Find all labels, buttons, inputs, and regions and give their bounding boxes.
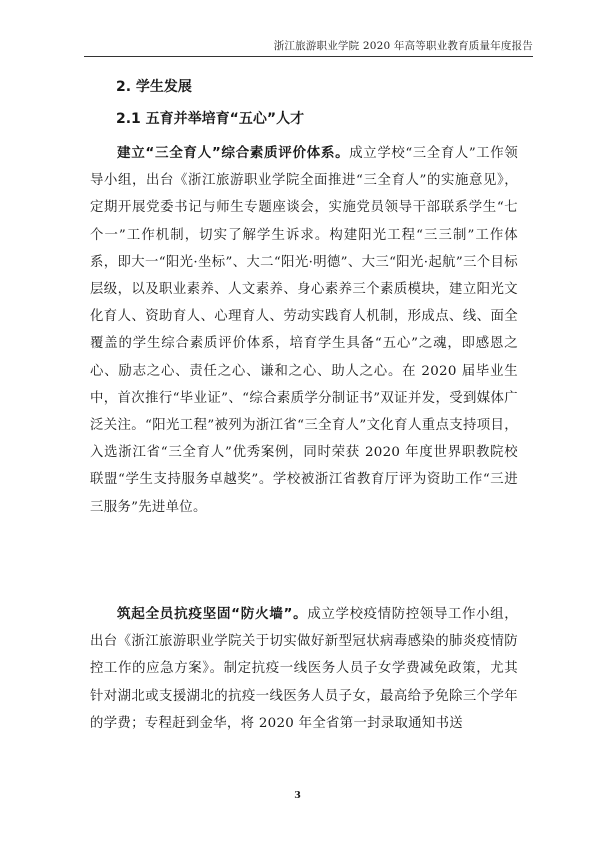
section-subheading: 2.1 五育并举培育“五心”人才 bbox=[116, 111, 305, 127]
header-divider bbox=[84, 56, 533, 57]
page-number: 3 bbox=[294, 790, 301, 801]
paragraph-body: 成立学校“三全育人”工作领导小组，出台《浙江旅游职业学院全面推进“三全育人”的实施意见》，定期开展党委书记与师生专题座谈会，实施党员领导干部联系学生“七个一”工作机制，切实了解学生诉求。构建阳光工程“三三制”工作体系，即大一“阳光·坐标”、大二“阳光·明德”、大三“阳光·起航”三个目标层级，以及职业素养、人文素养、身心素养三个素质模块，建立阳光文化育人、资助育人、心理育人、劳动实践育人机制，形成点、线、面全覆盖的学生综合素质评价体系，培育学生具备“五心”之魂，即感恩之心、励志之心、责任之心、谦和之心、助人之心。在 2020 届毕业生中，首次推行“毕业证”、“综合素质学分制证书”双证并发，受到媒体广泛关注。“阳光工程”被列为浙江省“三全育人”文化育人重点支持项目，入选浙江省“三全育人”优秀案例，同时荣获 2020 年度世界职教院校联盟“学生支持服务卓越奖”。学校被浙江省教育厅评为资助工作“三进三服务”先进单位。 bbox=[90, 146, 519, 515]
paragraph-lead: 建立“三全育人”综合素质评价体系。 bbox=[117, 145, 350, 161]
page-header: 浙江旅游职业学院 2020 年高等职业教育质量年度报告 bbox=[273, 40, 533, 52]
paragraph-evaluation-system bbox=[90, 140, 518, 521]
section-heading: 2. 学生发展 bbox=[116, 79, 192, 95]
paragraph-body: 成立学校疫情防控领导工作小组，出台《浙江旅游职业学院关于切实做好新型冠状病毒感染的肺炎疫情防控工作的应急方案》。制定抗疫一线医务人员子女学费减免政策，尤其针对湖北或支援湖北的抗疫一线医务人员子女，最高给予免除三个学年的学费；专程赶到金华，将 2020 年全省第一封录取通知书送 bbox=[90, 607, 518, 731]
paragraph-epidemic-firewall bbox=[90, 601, 518, 737]
paragraph-lead: 筑起全员抗疫坚固“防火墙”。 bbox=[117, 606, 308, 622]
